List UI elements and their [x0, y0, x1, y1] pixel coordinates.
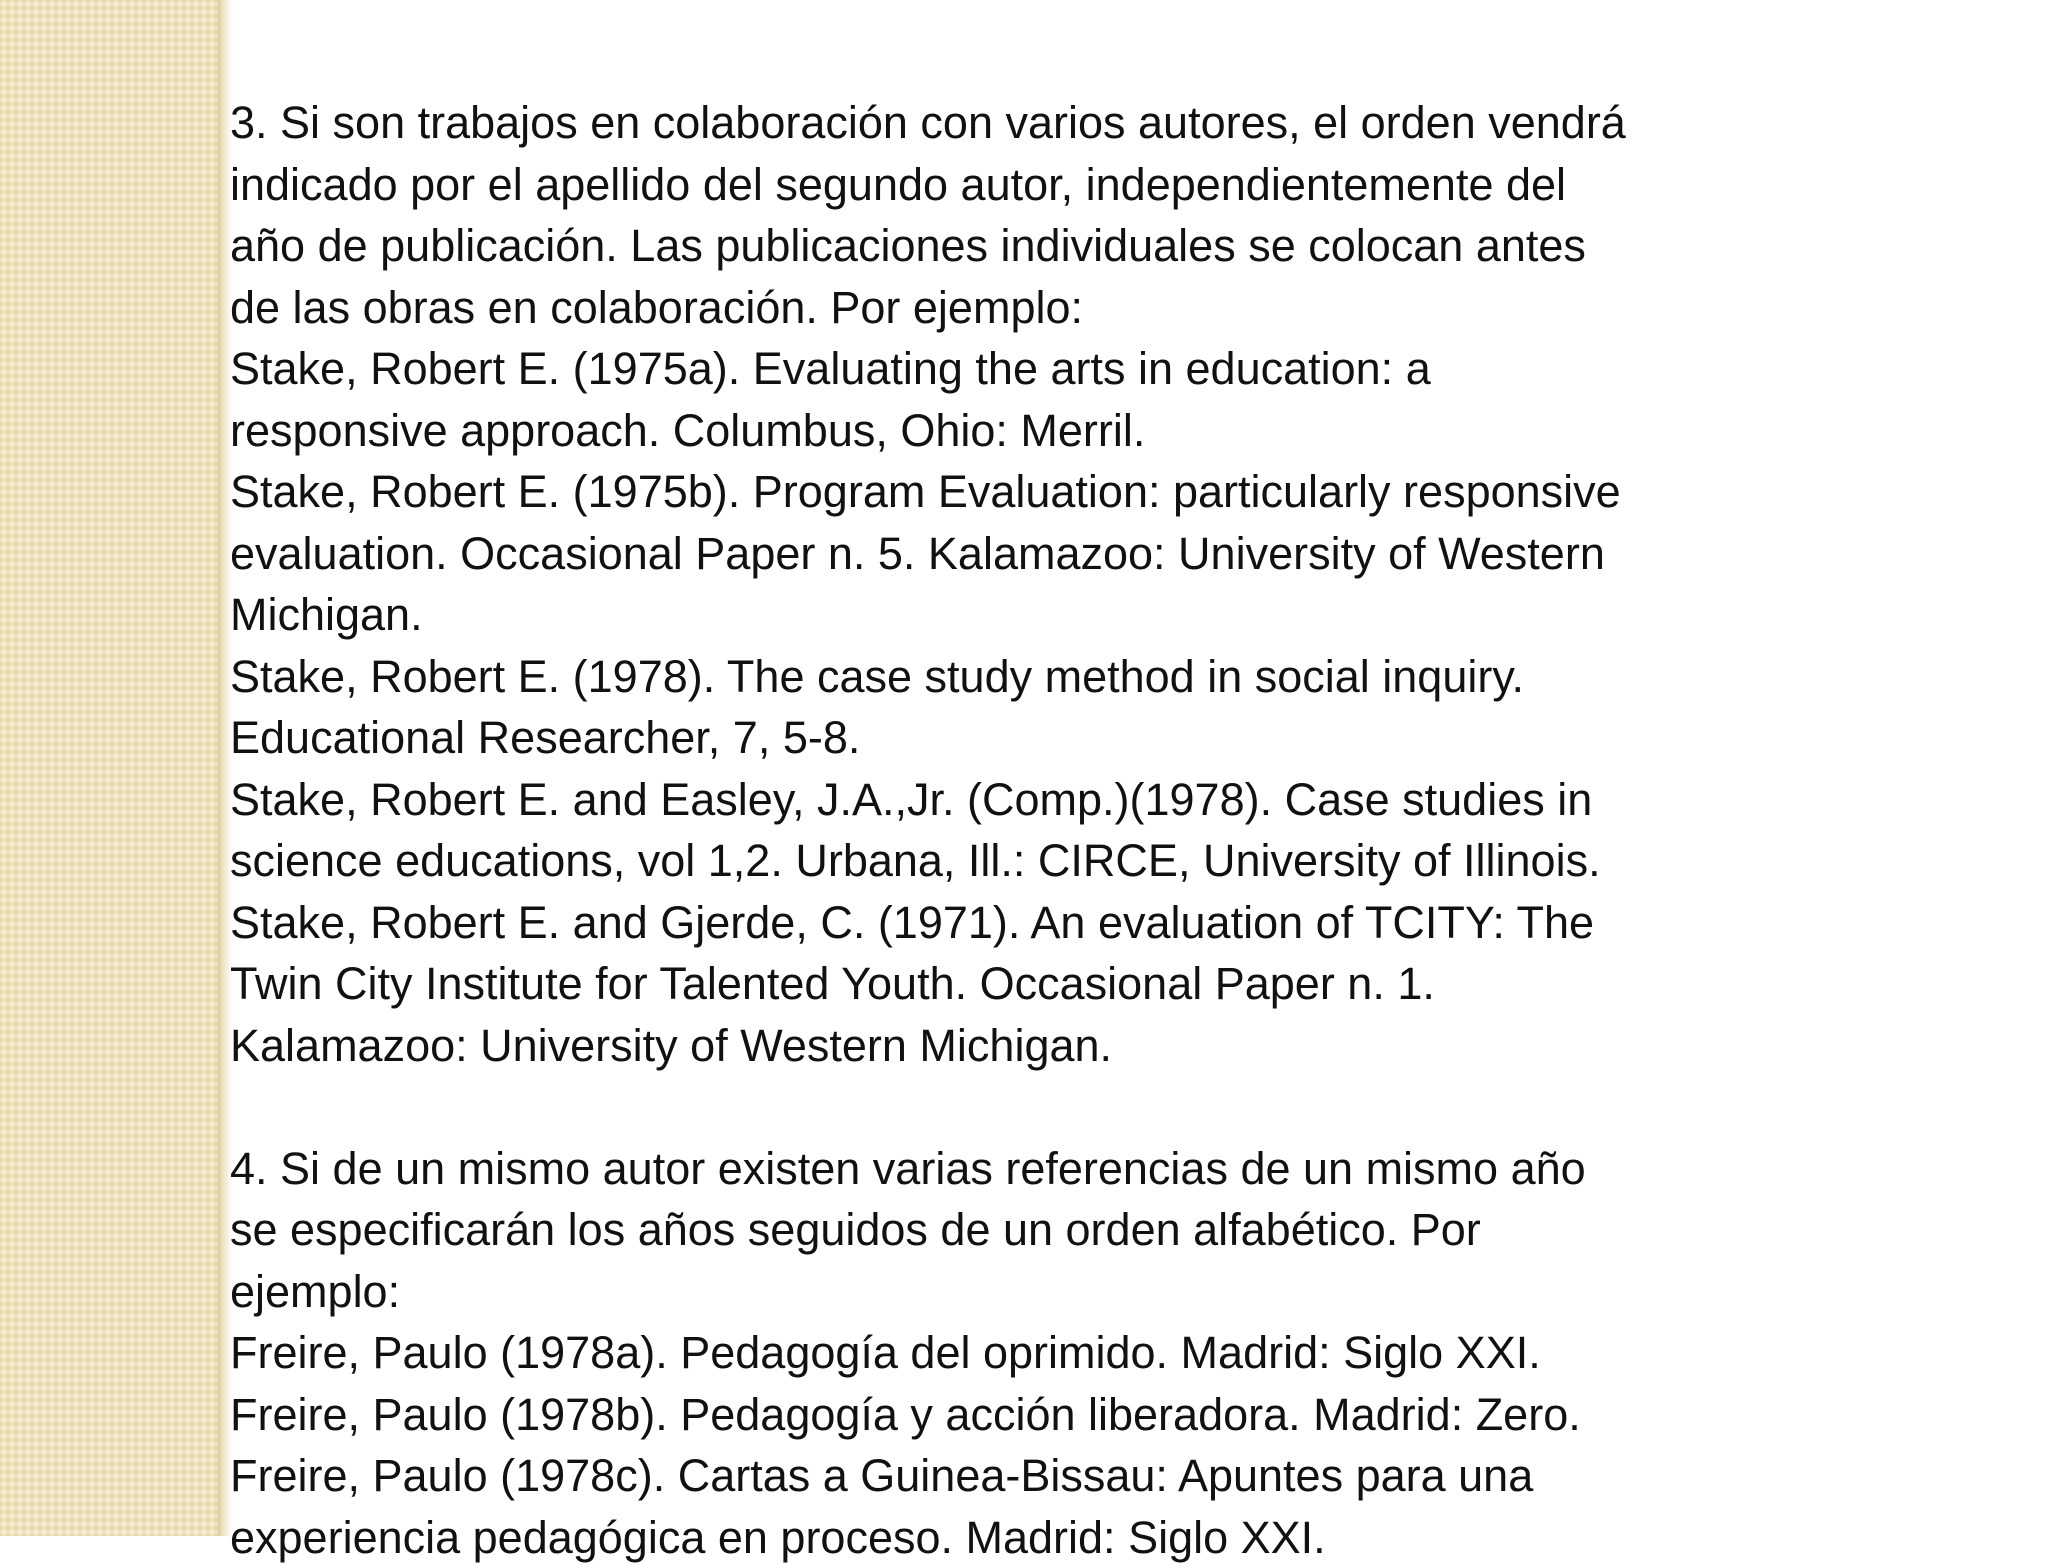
text-line: Kalamazoo: University of Western Michigan. [230, 1015, 1830, 1077]
text-line: 3. Si son trabajos en colaboración con varios autores, el orden vendrá [230, 92, 1830, 154]
text-line: experiencia pedagógica en proceso. Madrid: Siglo XXI. [230, 1507, 1830, 1568]
text-line: ejemplo: [230, 1261, 1830, 1323]
text-line: Freire, Paulo (1978c). Cartas a Guinea-Bissau: Apuntes para una [230, 1445, 1830, 1507]
text-line: responsive approach. Columbus, Ohio: Merril. [230, 400, 1830, 462]
text-line: Stake, Robert E. (1975b). Program Evaluation: particularly responsive [230, 461, 1830, 523]
text-line: indicado por el apellido del segundo autor, independientemente del [230, 154, 1830, 216]
text-line: Stake, Robert E. and Easley, J.A.,Jr. (Comp.)(1978). Case studies in [230, 769, 1830, 831]
text-line: Freire, Paulo (1978a). Pedagogía del oprimido. Madrid: Siglo XXI. [230, 1322, 1830, 1384]
side-texture-panel [0, 0, 222, 1536]
text-line: se especificarán los años seguidos de un orden alfabético. Por [230, 1199, 1830, 1261]
text-line: año de publicación. Las publicaciones individuales se colocan antes [230, 215, 1830, 277]
text-line: Educational Researcher, 7, 5-8. [230, 707, 1830, 769]
text-line: Twin City Institute for Talented Youth. Occasional Paper n. 1. [230, 953, 1830, 1015]
section-4 [230, 1138, 1830, 1568]
text-line: Stake, Robert E. and Gjerde, C. (1971). An evaluation of TCITY: The [230, 892, 1830, 954]
text-line: 4. Si de un mismo autor existen varias referencias de un mismo año [230, 1138, 1830, 1200]
text-line: Freire, Paulo (1978b). Pedagogía y acción liberadora. Madrid: Zero. [230, 1384, 1830, 1446]
text-line: science educations, vol 1,2. Urbana, Ill.: CIRCE, University of Illinois. [230, 830, 1830, 892]
text-line: Stake, Robert E. (1978). The case study method in social inquiry. [230, 646, 1830, 708]
section-3 [230, 92, 1830, 1076]
text-line: Michigan. [230, 584, 1830, 646]
text-line: Stake, Robert E. (1975a). Evaluating the arts in education: a [230, 338, 1830, 400]
slide-body-text [230, 92, 1830, 1568]
text-line: evaluation. Occasional Paper n. 5. Kalamazoo: University of Western [230, 523, 1830, 585]
paragraph-gap [230, 1076, 1830, 1138]
text-line: de las obras en colaboración. Por ejemplo: [230, 277, 1830, 339]
